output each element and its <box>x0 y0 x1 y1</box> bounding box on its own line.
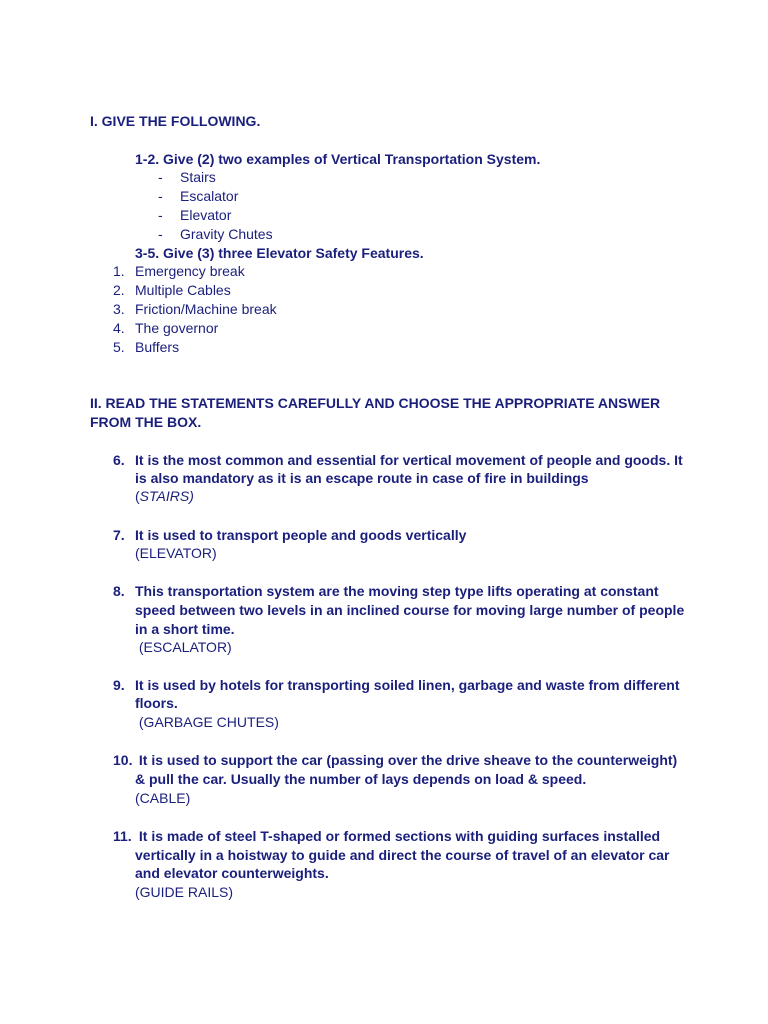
question-number: 9. <box>113 677 125 693</box>
question-number: 11. <box>113 828 132 844</box>
list-bullet: - <box>158 226 163 242</box>
list-number: 4. <box>113 320 125 336</box>
section2-heading-line1: II. READ THE STATEMENTS CAREFULLY AND CHOOSE THE APPROPRIATE ANSWER <box>90 395 661 411</box>
question-text: It is used to transport people and goods vertically <box>135 527 467 543</box>
question-text: & pull the car. Usually the number of lays depends on load & speed. <box>135 771 587 787</box>
list-item: Buffers <box>135 339 180 355</box>
question-number: 10. <box>113 752 133 768</box>
question-text: is also mandatory as it is an escape route in case of fire in buildings <box>135 470 589 486</box>
list-item: Stairs <box>180 169 216 185</box>
question-text: It is used to support the car (passing over the drive sheave to the counterweight) <box>135 752 678 768</box>
answer: (GUIDE RAILS) <box>135 884 234 900</box>
answer: (ELEVATOR) <box>135 545 217 561</box>
list-item: Elevator <box>180 207 232 223</box>
list-bullet: - <box>158 188 163 204</box>
list-item: Escalator <box>180 188 239 204</box>
answer <box>135 487 194 505</box>
question-text: in a short time. <box>135 621 235 637</box>
list-item: Multiple Cables <box>135 282 231 298</box>
question-text: floors. <box>135 695 178 711</box>
list-item: Emergency break <box>135 263 245 279</box>
question-text: vertically in a hoistway to guide and direct the course of travel of an elevator car <box>135 847 670 863</box>
list-number: 1. <box>113 263 125 279</box>
question-text: and elevator counterweights. <box>135 865 329 881</box>
question-text: It is the most common and essential for vertical movement of people and goods. It <box>135 452 683 468</box>
list-bullet: - <box>158 169 163 185</box>
answer: (ESCALATOR) <box>135 639 232 655</box>
question-number: 8. <box>113 583 125 599</box>
list-item: The governor <box>135 320 219 336</box>
question-text: It is used by hotels for transporting soiled linen, garbage and waste from different <box>135 677 680 693</box>
question-number: 7. <box>113 527 125 543</box>
question-text: This transportation system are the moving step type lifts operating at constant <box>135 583 659 599</box>
question-text: speed between two levels in an inclined course for moving large number of people <box>135 602 685 618</box>
list-number: 5. <box>113 339 125 355</box>
question-number: 6. <box>113 452 125 468</box>
list-number: 3. <box>113 301 125 317</box>
list-item: Gravity Chutes <box>180 226 273 242</box>
list-item: Friction/Machine break <box>135 301 277 317</box>
answer: (GARBAGE CHUTES) <box>135 714 279 730</box>
answer-word: STAIRS) <box>139 488 194 504</box>
section2-heading-line2: FROM THE BOX. <box>90 414 202 430</box>
list-number: 2. <box>113 282 125 298</box>
answer-open: ( <box>135 488 140 504</box>
question-1-2-prompt: 1-2. Give (2) two examples of Vertical Transportation System. <box>135 151 541 167</box>
section1-heading: I. GIVE THE FOLLOWING. <box>90 113 261 129</box>
answer: (CABLE) <box>135 790 191 806</box>
question-3-5-prompt: 3-5. Give (3) three Elevator Safety Features. <box>135 245 424 261</box>
list-bullet: - <box>158 207 163 223</box>
question-text: It is made of steel T-shaped or formed sections with guiding surfaces installed <box>135 828 661 844</box>
